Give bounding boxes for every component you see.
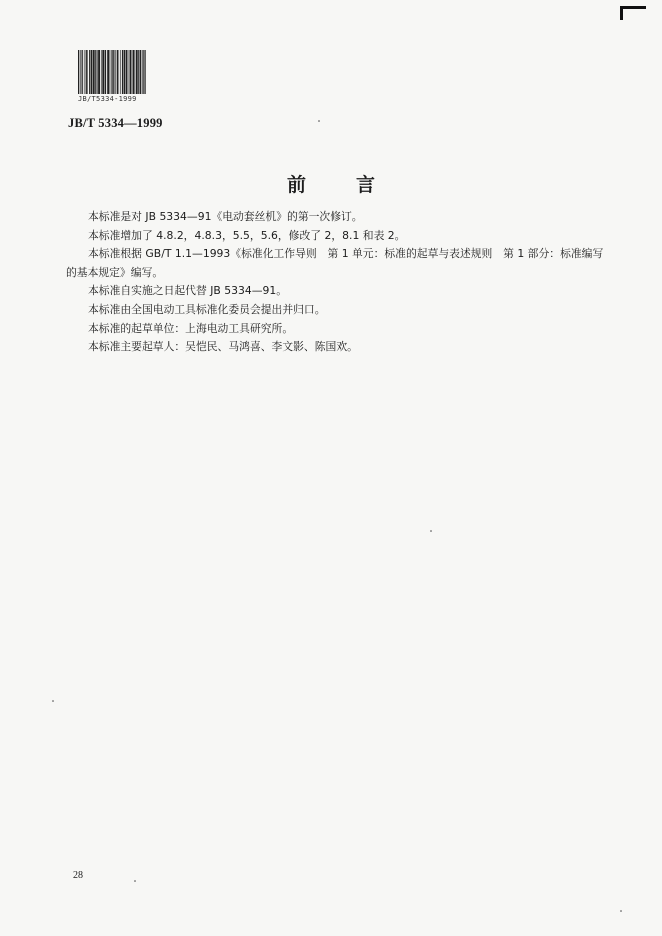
barcode-bar [86, 50, 87, 94]
barcode-bar [78, 50, 79, 94]
barcode-bar [93, 50, 95, 94]
barcode-bar [102, 50, 104, 94]
foreword-paragraph: 本标准由全国电动工具标准化委员会提出并归口。 [88, 302, 326, 316]
barcode-bar [84, 50, 85, 94]
barcode-caption: JB/T5334-1999 [78, 95, 137, 103]
barcode-bar [115, 50, 116, 94]
barcode-block [78, 50, 150, 103]
barcode-bar [119, 50, 120, 94]
barcode-bar [140, 50, 141, 94]
foreword-heading: 前言 [286, 174, 425, 196]
barcode-bar [82, 50, 83, 94]
scan-speck [318, 120, 320, 122]
barcode-image [78, 50, 146, 94]
barcode-bar [113, 50, 114, 94]
foreword-body [66, 208, 606, 357]
barcode-bar [97, 50, 98, 94]
barcode-bar [122, 50, 123, 94]
foreword-paragraph: 本标准根据 GB/T 1.1—1993《标准化工作导则 第 1 单元：标准的起草与表述规则 第 1 部分：标准编写的基本规定》编写。 [66, 247, 604, 279]
scan-speck [620, 910, 622, 912]
barcode-bar [144, 50, 145, 94]
barcode-bar [138, 50, 139, 94]
barcode-bar [120, 50, 121, 94]
barcode-bar [107, 50, 109, 94]
barcode-bar [117, 50, 118, 94]
scan-speck [430, 530, 432, 532]
barcode-bar [129, 50, 130, 94]
barcode-bar [124, 50, 125, 94]
barcode-bar [91, 50, 92, 94]
barcode-bar [110, 50, 111, 94]
scan-speck [52, 700, 54, 702]
barcode-bar [87, 50, 88, 94]
foreword-paragraph: 本标准的起草单位：上海电动工具研究所。 [88, 321, 294, 335]
standard-code: JB/T 5334—1999 [68, 116, 163, 130]
barcode-bar [133, 50, 135, 94]
foreword-paragraph: 本标准是对 JB 5334—91《电动套丝机》的第一次修订。 [88, 210, 363, 223]
barcode-bar [95, 50, 96, 94]
foreword-paragraph: 本标准主要起草人：吴恺民、马鸿喜、李文影、陈国欢。 [88, 340, 358, 354]
barcode-bar [101, 50, 102, 94]
barcode-bar [145, 50, 146, 94]
foreword-paragraph: 本标准增加了 4.8.2，4.8.3，5.5，5.6，修改了 2，8.1 和表 2。 [88, 228, 406, 242]
barcode-bar [130, 50, 131, 94]
barcode-bar [142, 50, 143, 94]
page-number: 28 [73, 870, 83, 881]
barcode-bar [136, 50, 138, 94]
barcode-bar [126, 50, 128, 94]
foreword-paragraph: 本标准自实施之日起代替 JB 5334—91。 [88, 284, 288, 298]
barcode-bar [80, 50, 81, 94]
scan-corner-mark [620, 6, 646, 20]
barcode-bar [98, 50, 100, 94]
barcode-bar [89, 50, 90, 94]
barcode-bar [105, 50, 106, 94]
barcode-bar [132, 50, 133, 94]
scan-speck [134, 880, 136, 882]
barcode-bar [111, 50, 112, 94]
